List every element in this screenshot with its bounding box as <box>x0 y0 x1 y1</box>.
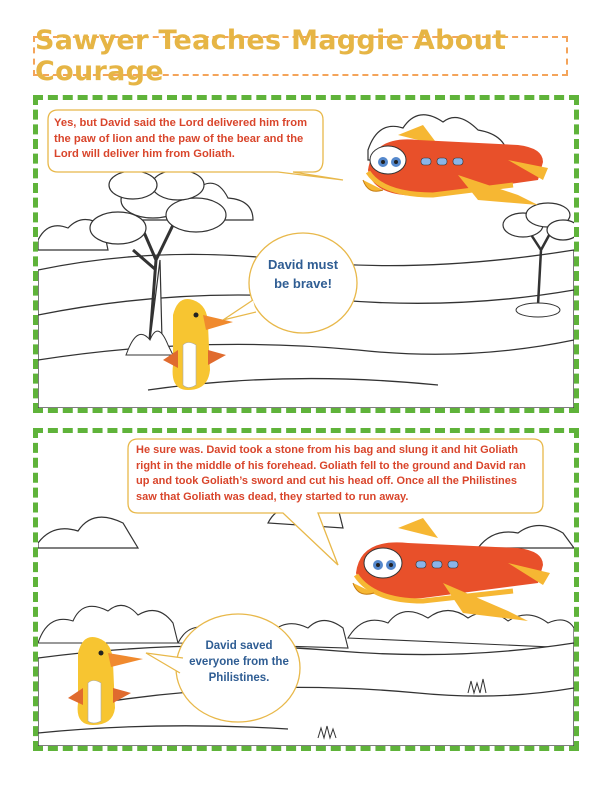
bird-speech-text: David must be brave! <box>267 257 339 291</box>
airplane-speech-text: Yes, but David said the Lord delivered him from the paw of lion and the paw of the bear and the Lord will deliver him from Goliath. <box>54 117 308 160</box>
comic-panel-1 <box>33 95 579 413</box>
bird-speech-text: David saved everyone from the Philistines. <box>189 640 289 684</box>
page-title: Sawyer Teaches Maggie About Courage <box>35 25 507 87</box>
comic-panel-2 <box>33 428 579 751</box>
airplane-speech-text: He sure was. David took a stone from his bag and slung it and hit Goliath right in the middle of his forehead. Goliath fell to the ground and David ran up and took Goliath’s sword and cut his head off. Once all the Philistines saw that Goliath was dead, they started to run away. <box>136 444 526 503</box>
title-frame <box>33 25 568 87</box>
